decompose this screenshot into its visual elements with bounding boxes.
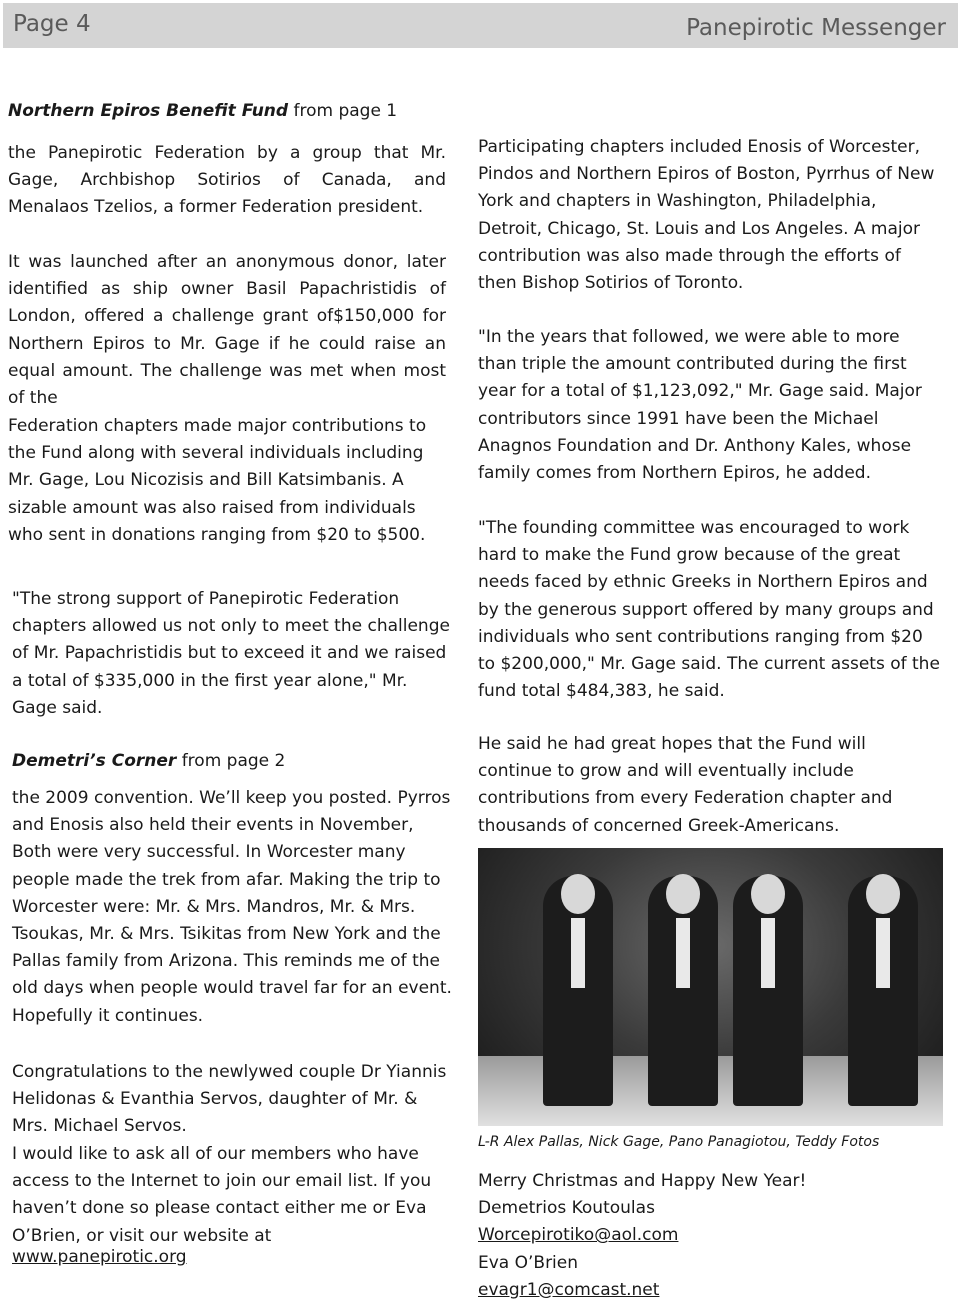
fund-paragraph-4: "The strong support of Panepirotic Federation chapters allowed us not only to meet the challenge of Mr. Papachristidis but to exceed it and we raised a total of $335,000 in the first year alone," Mr. Gage said. bbox=[12, 589, 450, 718]
fund-paragraph-3: Federation chapters made major contributions to the Fund along with several individuals including Mr. Gage, Lou Nicozisis and Bill Katsimbanis. A sizable amount was also raised from individuals who sent in donations ranging from $20 to $500. bbox=[8, 416, 427, 545]
email-link-2[interactable]: evagr1@comcast.net bbox=[478, 1279, 660, 1300]
fund-paragraph-2: It was launched after an anonymous donor, later identified as ship owner Basil Papachristidis of London, offered a challenge grant of$150,000 for Northern Epiros to Mr. Gage if he could raise an equal amount. The challenge was met when most of the bbox=[8, 252, 446, 409]
fund-heading bbox=[8, 100, 397, 122]
sign-off bbox=[478, 1168, 943, 1304]
fund-heading-title: Northern Epiros Benefit Fund bbox=[8, 101, 289, 121]
page-number: Page 4 bbox=[13, 11, 91, 37]
event-photo bbox=[478, 848, 943, 1126]
email-link-1[interactable]: Worcepirotiko@aol.com bbox=[478, 1225, 679, 1246]
right-paragraph-2: "In the years that followed, we were able to more than triple the amount contributed during the first year for a total of $1,123,092," Mr. Gage said. Major contributors since 1991 have been the Michael Anagnos Foundation and Dr. Anthony Kales, whose family comes from Northern Epiros, he added. bbox=[478, 327, 922, 484]
fund-paragraph-1: the Panepirotic Federation by a group that Mr. Gage, Archbishop Sotirios of Canada, and Menalaos Tzelios, a former Federation president. bbox=[8, 143, 446, 218]
corner-heading-title: Demetri’s Corner bbox=[12, 751, 177, 771]
signer-name-2: Eva O’Brien bbox=[478, 1252, 579, 1273]
right-paragraph-3: "The founding committee was encouraged to work hard to make the Fund grow because of the great needs faced by ethnic Greeks in Northern Epiros and by the generous support offered by many groups and individuals who sent contributions ranging from $20 to $200,000," Mr. Gage said. The current assets of the fund total $484,383, he said. bbox=[478, 518, 940, 702]
corner-heading-continued: from page 2 bbox=[181, 751, 286, 771]
photo-figure bbox=[848, 876, 918, 1106]
photo-figure bbox=[733, 876, 803, 1106]
fund-heading-continued: from page 1 bbox=[293, 101, 398, 121]
corner-paragraph-3: I would like to ask all of our members who have access to the Internet to join our email list. If you haven’t done so please contact either me or Eva O’Brien, or visit our website at bbox=[12, 1144, 432, 1246]
corner-paragraph-1: the 2009 convention. We’ll keep you posted. Pyrros and Enosis also held their events in November, Both were very successful. In Worcester many people made the trek from afar. Making the trip to Worcester were: Mr. & Mrs. Mandros, Mr. & Mrs. Tsoukas, Mr. & Mrs. Tsikitas from New York and the Pallas family from Arizona. This reminds me of the old days when people would travel far for an event. Hopefully it continues. bbox=[12, 788, 452, 1026]
holiday-greeting: Merry Christmas and Happy New Year! bbox=[478, 1171, 807, 1191]
corner-paragraph-2: Congratulations to the newlywed couple Dr Yiannis Helidonas & Evanthia Servos, daughter of Mr. & Mrs. Michael Servos. bbox=[12, 1062, 447, 1137]
photo-figure bbox=[648, 876, 718, 1106]
publication-name: Panepirotic Messenger bbox=[686, 15, 946, 41]
right-paragraph-1: Participating chapters included Enosis of Worcester, Pindos and Northern Epiros of Boston, Pyrrhus of New York and chapters in Washington, Philadelphia, Detroit, Chicago, St. Louis and Los Angeles. A major contribution was also made through the efforts of then Bishop Sotirios of Toronto. bbox=[478, 137, 935, 294]
photo-figure bbox=[543, 876, 613, 1106]
page-header bbox=[3, 3, 958, 48]
photo-caption: L-R Alex Pallas, Nick Gage, Pano Panagiotou, Teddy Fotos bbox=[478, 1134, 880, 1150]
website-link[interactable]: www.panepirotic.org bbox=[12, 1247, 187, 1267]
signer-name-1: Demetrios Koutoulas bbox=[478, 1198, 655, 1219]
right-paragraph-4: He said he had great hopes that the Fund will continue to grow and will eventually include contributions from every Federation chapter and thousands of concerned Greek-Americans. bbox=[478, 734, 893, 836]
corner-heading bbox=[12, 750, 285, 772]
